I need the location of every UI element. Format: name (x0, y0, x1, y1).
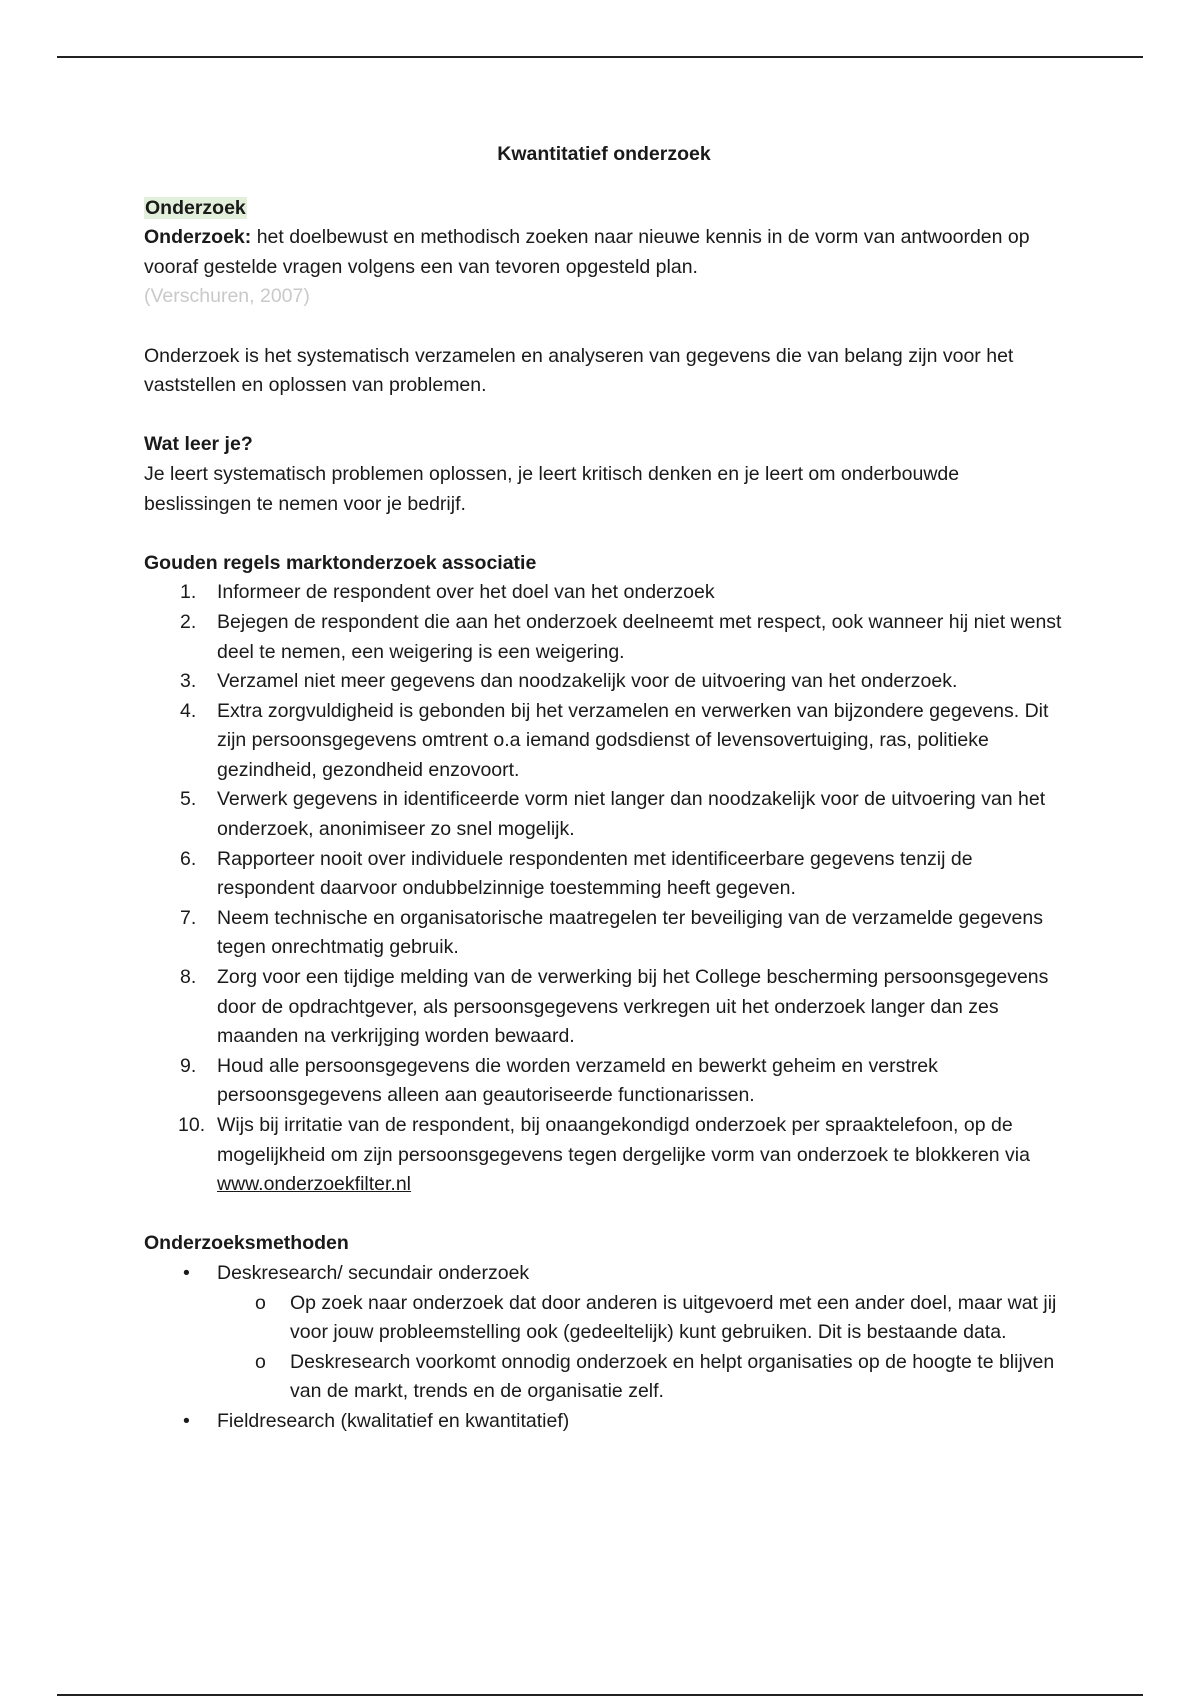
section-heading-gouden-regels: Gouden regels marktonderzoek associatie (144, 551, 537, 574)
onderzoekfilter-link[interactable]: www.onderzoekfilter.nl (217, 1173, 412, 1196)
wat-leer-je-paragraph: Je leert systematisch problemen oplossen, je leert kritisch denken en je leert om onderbouwde beslissingen te nemen voor je bedrijf. (144, 462, 960, 515)
bullet-icon: • (183, 1261, 190, 1284)
section-gouden-regels (144, 549, 1064, 1200)
definition-text: het doelbewust en methodisch zoeken naar nieuwe kennis in de vorm van antwoorden op vooraf gestelde vragen volgens een van tevoren opgesteld plan. (144, 226, 1030, 278)
rules-list (144, 578, 1064, 1199)
section-heading-onderzoeksmethoden: Onderzoeksmethoden (144, 1232, 349, 1255)
sub-bullet-icon: o (255, 1291, 266, 1314)
sub-list (217, 1289, 1064, 1407)
header-rule (57, 56, 1143, 58)
list-item: 10. Wijs bij irritatie van de respondent, bij onaangekondigd onderzoek per spraaktelefoon, op de mogelijkheid om zijn persoonsgegevens tegen dergelijke vorm van onderzoek te blokkeren via www.onderzoekfilter.nl (178, 1114, 1030, 1196)
section-heading-onderzoek: Onderzoek (145, 196, 246, 219)
list-item: 3. Verzamel niet meer gegevens dan noodzakelijk voor de uitvoering van het onderzoek. (180, 670, 958, 693)
bullet-icon: • (183, 1409, 190, 1432)
list-item: o Deskresearch voorkomt onnodig onderzoek en helpt organisaties op de hoogte te blijven van de markt, trends en de organisatie zelf. (217, 1348, 1064, 1407)
list-item: 5. Verwerk gegevens in identificeerde vorm niet langer dan noodzakelijk voor de uitvoering van het onderzoek, anonimiseer zo snel mogelijk. (180, 788, 1046, 841)
sub-bullet-icon: o (255, 1350, 266, 1373)
list-item: 8. Zorg voor een tijdige melding van de verwerking bij het College bescherming persoonsgegevens door de opdrachtgever, als persoonsgegevens verkregen uit het onderzoek langer dan zes maanden na verkrijging worden bewaard. (180, 966, 1049, 1048)
list-item: 1. Informeer de respondent over het doel van het onderzoek (180, 581, 715, 604)
section-onderzoeksmethoden (144, 1229, 1064, 1436)
section-onderzoek (144, 194, 1064, 401)
list-item: • Fieldresearch (kwalitatief en kwantitatief) (144, 1407, 1064, 1437)
list-item: 7. Neem technische en organisatorische maatregelen ter beveiliging van de verzamelde gegevens tegen onrechtmatig gebruik. (180, 906, 1043, 959)
section-wat-leer-je (144, 430, 1064, 519)
onderzoek-paragraph: Onderzoek is het systematisch verzamelen en analyseren van gegevens die van belang zijn voor het vaststellen en oplossen van problemen. (144, 344, 1014, 397)
list-item: o Op zoek naar onderzoek dat door anderen is uitgevoerd met een ander doel, maar wat jij voor jouw probleemstelling ook (gedeeltelijk) kunt gebruiken. Dit is bestaande data. (217, 1289, 1064, 1348)
list-item: 2. Bejegen de respondent die aan het onderzoek deelneemt met respect, ook wanneer hij niet wenst deel te nemen, een weigering is een weigering. (180, 610, 1062, 663)
list-item: 4. Extra zorgvuldigheid is gebonden bij het verzamelen en verwerken van bijzondere gegevens. Dit zijn persoonsgegevens omtrent o.a iemand godsdienst of levensovertuiging, ras, politieke gezindheid, gezondheid enzovoort. (180, 699, 1049, 781)
list-item: 9. Houd alle persoonsgegevens die worden verzameld en bewerkt geheim en verstrek persoonsgegevens alleen aan geautoriseerde functionarissen. (180, 1054, 938, 1107)
section-heading-wat-leer-je: Wat leer je? (144, 433, 253, 456)
definition-paragraph (144, 223, 1064, 282)
document-body (144, 140, 1064, 1437)
document-title: Kwantitatief onderzoek (497, 143, 711, 165)
citation: (Verschuren, 2007) (144, 285, 310, 308)
list-item: • Deskresearch/ secundair onderzoek o Op zoek naar onderzoek dat door anderen is uitgevoerd met een ander doel, maar wat jij voor jouw probleemstelling ook (gedeeltelijk) kunt gebruiken. Dit is bestaande data. o Deskresearch voorkomt onnodig onderzoek en helpt organisaties op de hoogte te blijven van de markt, trends en de organisatie zelf. (144, 1259, 1064, 1407)
footer-rule (57, 1694, 1143, 1696)
list-item: 6. Rapporteer nooit over individuele respondenten met identificeerbare gegevens tenzij de respondent daarvoor ondubbelzinnige toestemming heeft gegeven. (180, 847, 973, 900)
definition-term: Onderzoek: (144, 226, 252, 249)
methods-list (144, 1259, 1064, 1437)
